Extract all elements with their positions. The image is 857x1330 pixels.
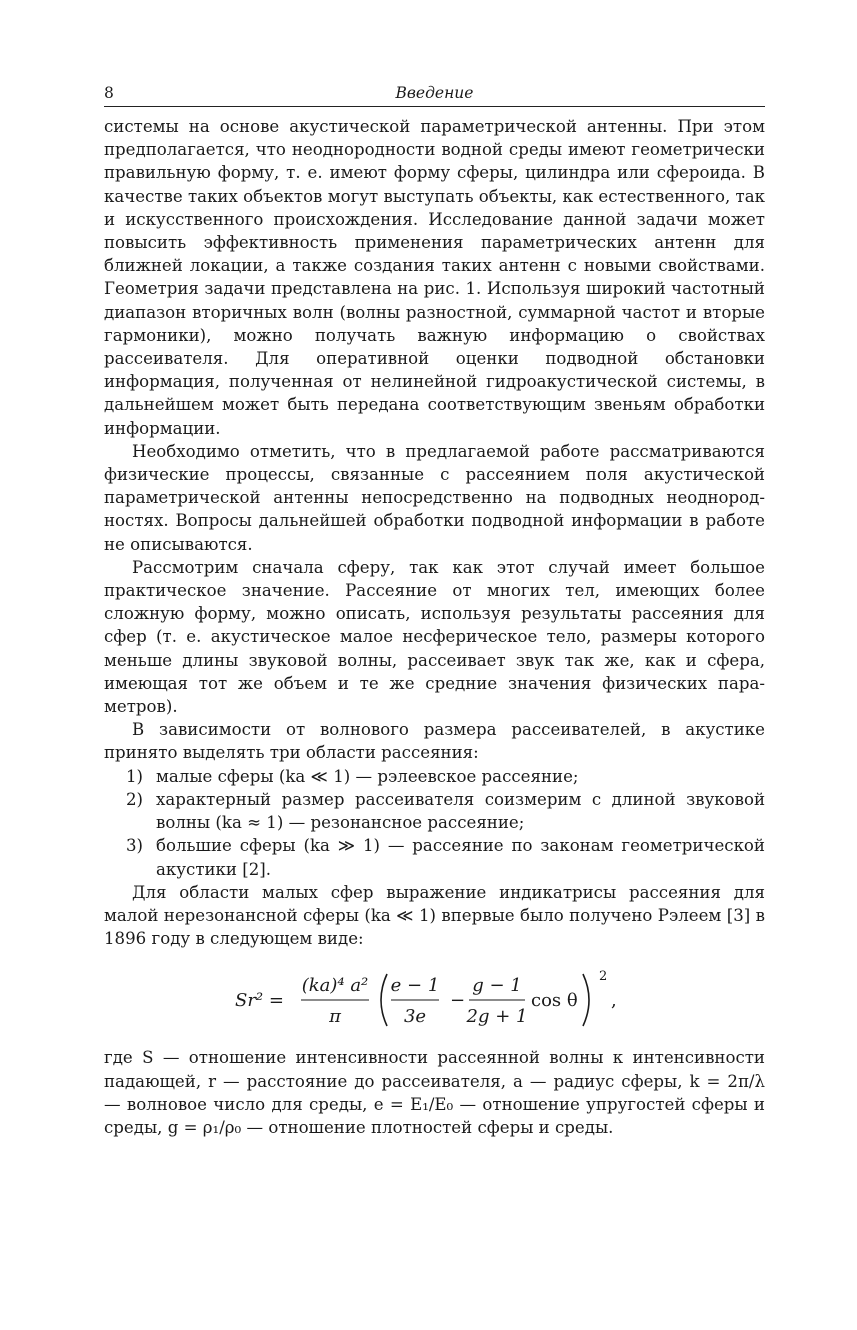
formula-svg bbox=[235, 964, 635, 1034]
formula-left-paren bbox=[381, 974, 387, 1026]
formula-frac2-numerator: e − 1 bbox=[390, 975, 439, 997]
formula-frac1-denominator: π bbox=[328, 1006, 341, 1028]
chapter-title: Введение bbox=[395, 84, 474, 102]
list-item-text: характерный размер рассеивателя соизмерим с длиной звуковой волны (ka ≈ 1) — резонансное рассеяние; bbox=[156, 789, 765, 833]
paragraph: Рассмотрим сначала сферу, так как этот случай имеет большое практическое значение. Рассеяние от многих тел, имеющих более сложную форму, можно описать, используя результаты рассеяния для сфер (т. е. акустическое малое несферическое тело, размеры которого меньше длины звуковой волны, рассеивает звук так же, как и сфера, имеющая тот же объем и те же средние значения физических параметров). bbox=[104, 557, 765, 717]
page-number: 8 bbox=[104, 84, 114, 102]
formula-lhs: Sr² = bbox=[234, 990, 284, 1012]
formula-minus: − bbox=[449, 990, 465, 1012]
paragraph: где S — отношение интенсивности рассеянной волны к интенсивности падающей, r — расстояние до рассеивателя, a — радиус сферы, k = 2π/λ — волновое число для среды, e = E₁/E₀ — отношение упругостей сферы и среды, g = ρ₁/ρ₀ — отношение плотностей сферы и среды. bbox=[104, 1048, 765, 1137]
formula-power: 2 bbox=[598, 969, 607, 985]
list-item-number: 1) bbox=[126, 766, 144, 786]
formula-trailing: , bbox=[610, 990, 617, 1012]
formula-frac3-numerator: g − 1 bbox=[471, 975, 522, 997]
formula-frac2-denominator: 3e bbox=[403, 1006, 426, 1028]
list-item-text: малые сферы (ka ≪ 1) — рэлеевское рассеяние; bbox=[156, 766, 579, 786]
scattering-regions-list bbox=[104, 765, 765, 881]
paragraph: В зависимости от волнового размера рассеивателей, в акустике принято выделять три области рассеяния: bbox=[104, 720, 765, 763]
paragraph: системы на основе акустической параметрической антенны. При этом предполагается, что неоднородности водной среды имеют геометрически правильную форму, т. е. имеют форму сферы, цилиндра или сфероида. В качестве таких объектов могут выступать объекты, как естественного, так и искусственного происхождения. Исследование данной задачи может повысить эффективность применения параметрических антенн для ближней локации, а также создания таких антенн с новыми свойствами. Геометрия задачи представлена на рис. 1. Используя широкий частотный диапазон вторичных волн (волны разностной, суммарной частот и вторые гармоники), можно получать важную информацию о свойствах рассеивателя. Для оперативной оценки подводной обстановки информация, полученная от нелинейной гидроакустической системы, в дальнейшем может быть передана соответствующим звеньям обработки информации. bbox=[104, 117, 765, 438]
body-text bbox=[104, 115, 765, 1139]
list-item-text: большие сферы (ka ≫ 1) — рассеяние по законам геометрической акустики [2]. bbox=[156, 836, 765, 879]
list-item-number: 3) bbox=[126, 836, 144, 856]
formula-cos-term: cos θ bbox=[530, 990, 578, 1012]
formula-frac3-denominator: 2g + 1 bbox=[466, 1006, 527, 1028]
page bbox=[104, 82, 765, 1139]
formula-right-paren bbox=[583, 974, 589, 1026]
formula-frac1-numerator: (ka)⁴ a² bbox=[301, 975, 368, 997]
running-head bbox=[104, 82, 765, 107]
list-item bbox=[104, 788, 765, 834]
list-item bbox=[104, 765, 765, 788]
paragraph: Необходимо отметить, что в предлагаемой работе рассматриваются физические процессы, связанные с рассеянием поля акустической параметрической антенны непосредственно на подводных неоднородностях. Вопросы дальнейшей обработки подводной информации в работе не описываются. bbox=[104, 441, 765, 554]
list-item-number: 2) bbox=[126, 789, 144, 809]
list-item bbox=[104, 834, 765, 880]
paragraph: Для области малых сфер выражение индикатрисы рассеяния для малой нерезонансной сферы (ka ≪ 1) впервые было получено Рэлеем [3] в 1896 году в следующем виде: bbox=[104, 882, 765, 949]
rayleigh-formula bbox=[104, 964, 765, 1034]
